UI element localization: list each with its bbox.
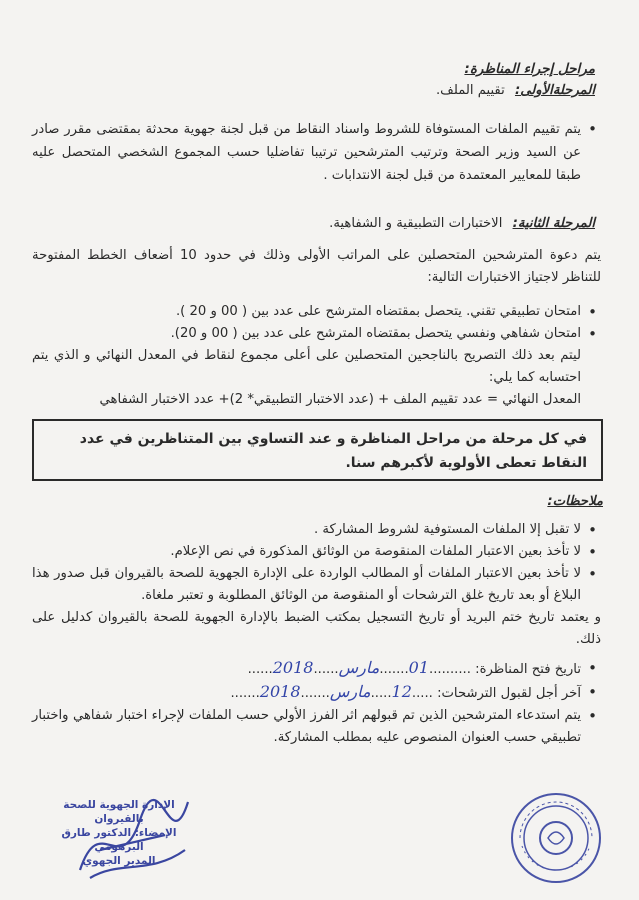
official-seal-icon: [508, 790, 604, 886]
stage2-list: [32, 301, 603, 345]
deadline-label: آخر أجل لقبول الترشحات:: [437, 686, 581, 701]
notes-title: ملاحظات:: [547, 494, 603, 509]
open-date-label: تاريخ فتح المناظرة:: [475, 662, 581, 677]
stage2-value: الاختبارات التطبيقية و الشفاهية.: [329, 216, 503, 231]
stage2-bullet-oral: • امتحان شفاهي ونفسي يتحصل بمقتضاه المترشح على عدد بين ( 00 و 20).: [32, 323, 581, 345]
stage1-bullet: • يتم تقييم الملفات المستوفاة للشروط واسناد النقاط من قبل لجنة جهوية محدثة بمقتضى مقرر صادر عن السيد وزير الصحة وترتيب المترشحين ترتيبا تفاضليا حسب المجموع الشخصي المتحصل عليه طبقا للمعايير المعتمدة من قبل لجنة الانتدابات .: [32, 118, 581, 187]
signature-line2: الإمضاء: الدكتور طارق البرهومي: [61, 827, 177, 853]
stage2-intro: يتم دعوة المترشحين المتحصلين على المراتب الأولى وذلك في حدود 10 أضعاف الخطط المفتوحة للتناظر لاجتياز الاختبارات التالية:: [32, 248, 601, 285]
open-date-day: 01: [408, 658, 430, 677]
deadline-year: 2018: [259, 682, 301, 701]
stage1-label: المرحلةالأولى:: [514, 83, 595, 98]
open-date-line: • تاريخ فتح المناظرة: ..........01.......مارس......2018......: [32, 657, 581, 681]
stage2-bullet-practical: • امتحان تطبيقي تقني. يتحصل بمقتضاه المترشح على عدد بين ( 00 و 20 ).: [32, 301, 581, 323]
stage2-heading: [32, 213, 595, 235]
deadline-day: 12: [391, 682, 412, 701]
tie-break-note: في كل مرحلة من مراحل المناظرة و عند التساوي بين المتناظرين في عدد النقاط تعطى الأولوية لأكبرهم سنا.: [79, 431, 587, 471]
stage1-list: [32, 118, 603, 187]
note-item-convocation: • يتم استدعاء المترشحين الذين تم قبولهم اثر الفرز الأولي حسب الملفات لإجراء اختبار شفاهي واختبار تطبيقي حسب العنوان المنصوص عليه بمطلب المشاركة.: [32, 705, 581, 749]
page-title: مراحل إجراء المناظرة:: [464, 61, 595, 77]
signature-stamp: [44, 798, 194, 868]
stage2-label: المرحلة الثانية:: [512, 216, 595, 231]
open-date-year: 2018: [272, 658, 314, 677]
open-date-month: مارس: [338, 658, 380, 677]
tie-break-note-box: [32, 419, 603, 481]
note-item: • لا تأخذ بعين الاعتبار الملفات المنقوصة من الوثائق المذكورة في نص الإعلام.: [32, 541, 581, 563]
signature-line3: المدير الجهوي: [82, 855, 156, 867]
signature-line1: الإدارة الجهوية للصحة بالقيروان: [63, 799, 175, 825]
postal-note: و يعتمد تاريخ ختم البريد أو تاريخ التسجيل بمكتب الضبط بالإدارة الجهوية للصحة بالقيروان كدليل على ذلك.: [32, 610, 601, 647]
deadline-line: • آخر أجل لقبول الترشحات: .....12.....مارس.......2018.......: [32, 681, 581, 705]
stage1-heading: [32, 80, 595, 102]
note-item: • لا تأخذ بعين الاعتبار الملفات أو المطالب الواردة على الإدارة الجهوية للصحة بالقيروان قبل صدور هذا البلاغ أو بعد تاريخ غلق الترشحات أو المنقوصة من الوثائق المطلوبة و تعتبر ملغاة.: [32, 563, 581, 607]
note-item: • لا تقبل إلا الملفات المستوفية لشروط المشاركة .: [32, 519, 581, 541]
notes-list: [32, 519, 603, 607]
stage1-value: تقييم الملف.: [435, 83, 505, 98]
stage2-formula: المعدل النهائي = عدد تقييم الملف + (عدد الاختبار التطبيقي* 2)+ عدد الاختبار الشفاهي: [99, 392, 581, 407]
dates-list: [32, 657, 603, 749]
deadline-month: مارس: [329, 682, 371, 701]
stage2-declaration: ليتم بعد ذلك التصريح بالناجحين المتحصلين على أعلى مجموع لنقاط في المعدل النهائي و الذي يتم احتسابه كما يلي:: [32, 348, 581, 385]
